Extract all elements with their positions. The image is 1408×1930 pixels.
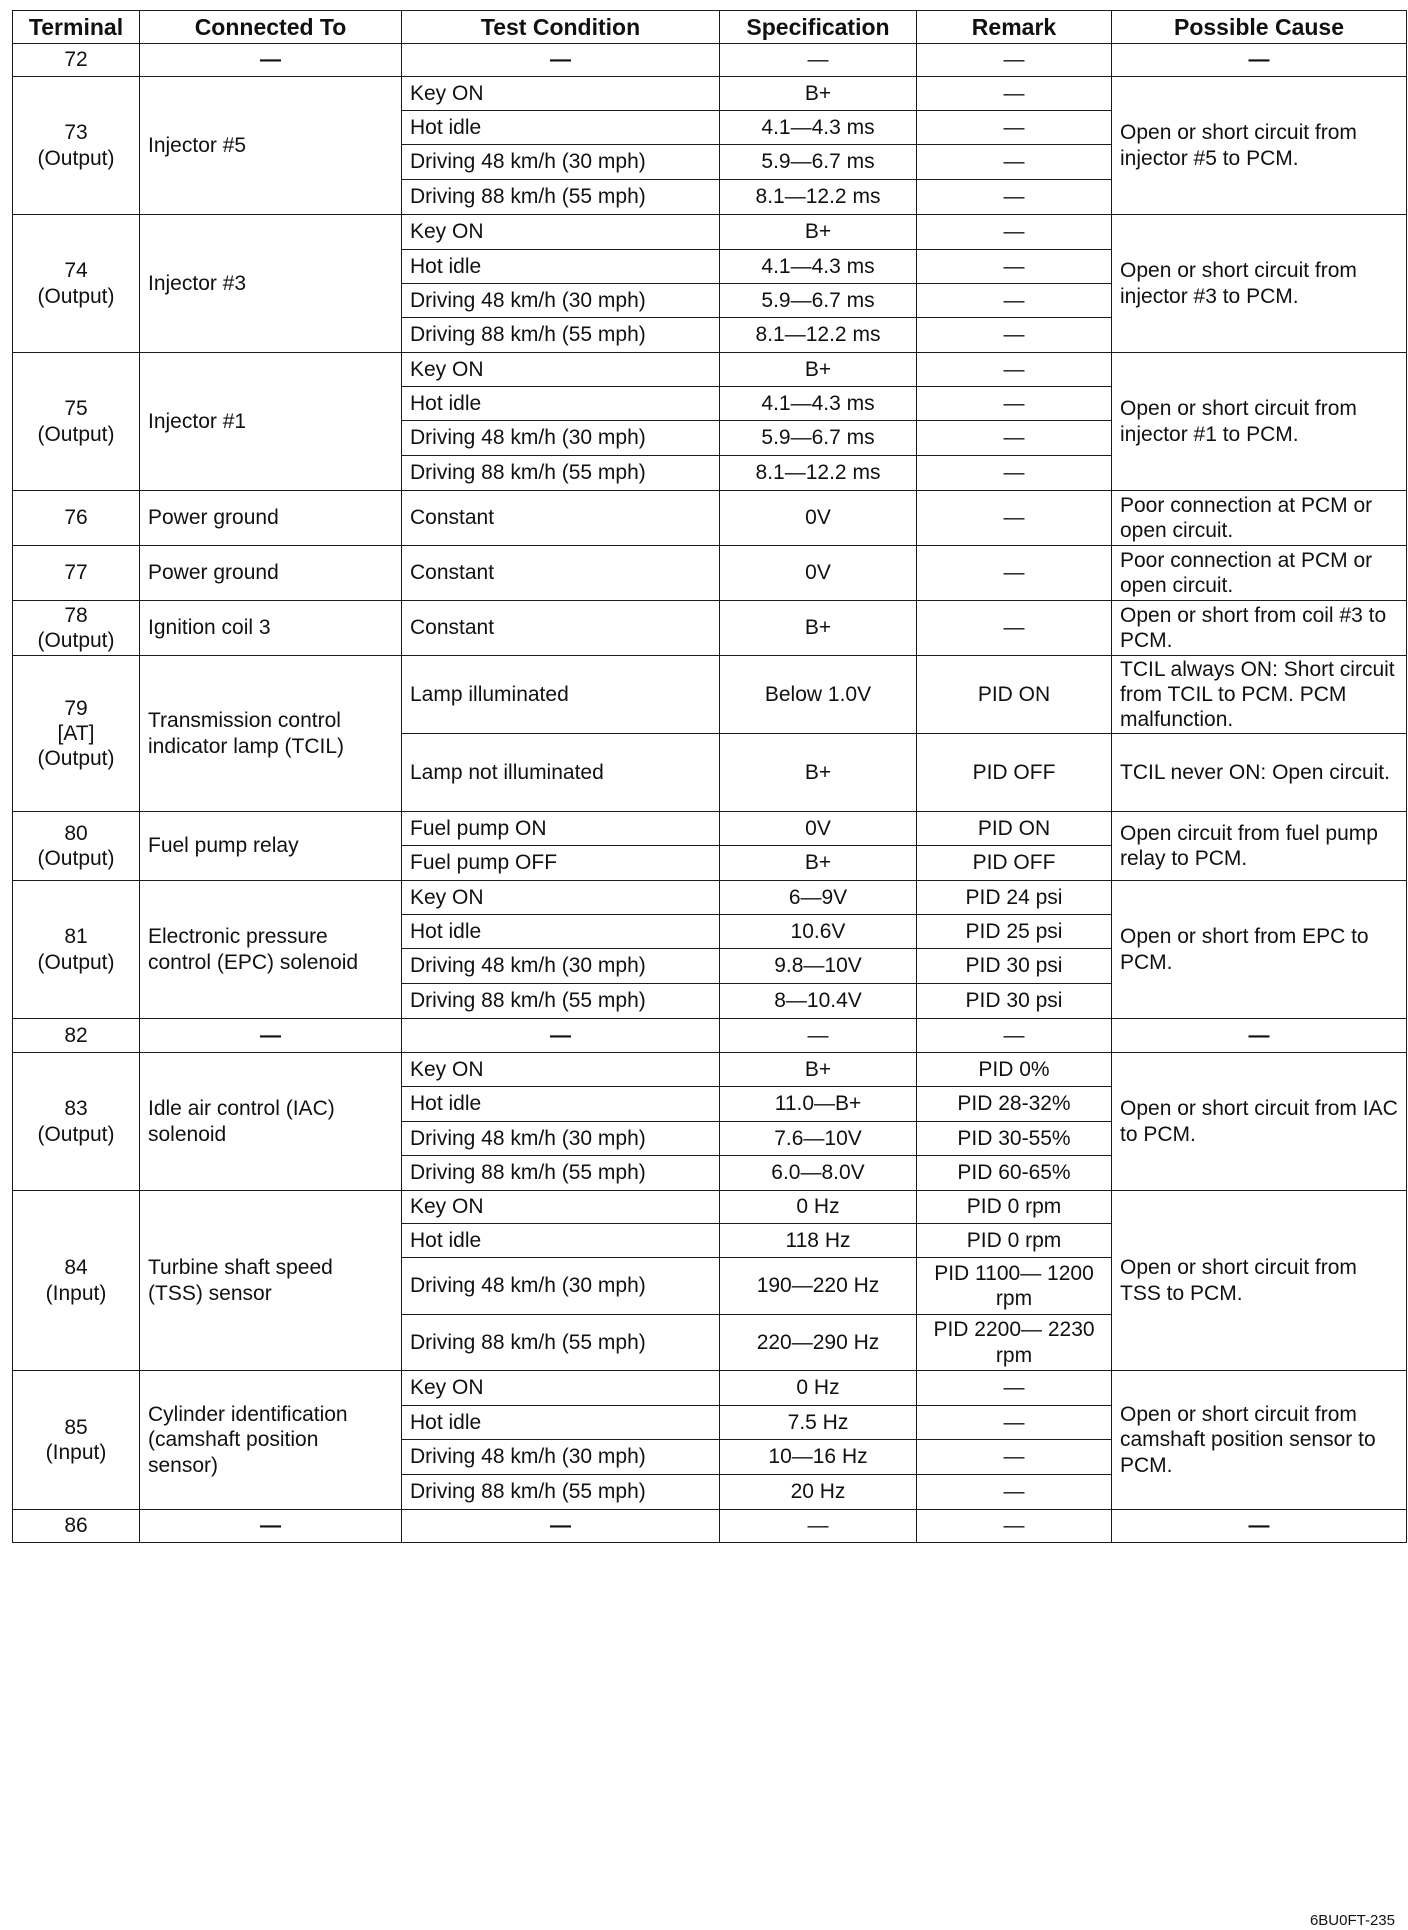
table-body	[13, 44, 1407, 1543]
test-condition-cell: Key ON	[402, 353, 720, 387]
test-condition-cell: —	[402, 44, 720, 77]
terminal-text: 83	[64, 1097, 88, 1121]
specification-cell: 118 Hz	[720, 1224, 917, 1258]
remark-cell: PID OFF	[917, 734, 1112, 812]
specification-cell: B+	[720, 846, 917, 881]
test-condition-cell: Driving 88 km/h (55 mph)	[402, 1315, 720, 1371]
remark-cell: —	[917, 1475, 1112, 1510]
remark-cell: PID 0%	[917, 1053, 1112, 1087]
table-row	[13, 1191, 1407, 1224]
terminal-text: (Output)	[37, 747, 115, 771]
test-condition-cell: Hot idle	[402, 915, 720, 949]
test-condition-cell: Hot idle	[402, 1406, 720, 1440]
terminal-text: 75	[64, 397, 88, 421]
remark-cell: —	[917, 250, 1112, 284]
terminal-text: (Output)	[37, 950, 115, 974]
remark-cell: PID 28-32%	[917, 1087, 1112, 1122]
test-condition-cell: Driving 88 km/h (55 mph)	[402, 1156, 720, 1191]
terminal-text: (Output)	[37, 284, 115, 308]
test-condition-cell: Driving 48 km/h (30 mph)	[402, 949, 720, 984]
table-row	[13, 491, 1407, 546]
test-condition-cell: Key ON	[402, 1371, 720, 1406]
specification-cell: 11.0—B+	[720, 1087, 917, 1122]
specification-cell: —	[720, 1019, 917, 1053]
specification-cell: B+	[720, 734, 917, 812]
remark-cell: —	[917, 456, 1112, 491]
specification-cell: 4.1—4.3 ms	[720, 387, 917, 421]
possible-cause-cell: —	[1112, 1510, 1407, 1543]
remark-cell: —	[917, 180, 1112, 215]
terminal-text: 78	[64, 603, 88, 627]
test-condition-cell: Lamp not illuminated	[402, 734, 720, 812]
terminal-text: (Input)	[45, 1281, 107, 1305]
test-condition-cell: Driving 88 km/h (55 mph)	[402, 1475, 720, 1510]
terminal-text: 79	[64, 696, 88, 720]
connected-to-cell: Injector #3	[140, 215, 402, 353]
header-connected-to: Connected To	[140, 11, 402, 44]
terminal-text: 85	[64, 1415, 88, 1439]
connected-to-cell: Power ground	[140, 546, 402, 601]
table-row	[13, 1371, 1407, 1406]
table-row	[13, 546, 1407, 601]
terminal-cell	[13, 77, 140, 215]
remark-cell: —	[917, 1406, 1112, 1440]
specification-cell: 5.9—6.7 ms	[720, 421, 917, 456]
specification-cell: 4.1—4.3 ms	[720, 111, 917, 145]
terminal-text: (Output)	[37, 422, 115, 446]
specification-cell: 8.1—12.2 ms	[720, 318, 917, 353]
connected-to-cell: —	[140, 1510, 402, 1543]
terminal-cell	[13, 1191, 140, 1371]
terminal-text: 84	[64, 1256, 88, 1280]
remark-cell: —	[917, 1510, 1112, 1543]
test-condition-cell: Driving 48 km/h (30 mph)	[402, 284, 720, 318]
terminal-text: 73	[64, 121, 88, 145]
specification-cell: B+	[720, 1053, 917, 1087]
test-condition-cell: Key ON	[402, 215, 720, 250]
remark-cell: —	[917, 1019, 1112, 1053]
specification-cell: 10—16 Hz	[720, 1440, 917, 1475]
possible-cause-cell: Open or short circuit from injector #5 to PCM.	[1112, 77, 1407, 215]
remark-cell: PID 30-55%	[917, 1122, 1112, 1156]
specification-cell: B+	[720, 353, 917, 387]
specification-cell: 8.1—12.2 ms	[720, 180, 917, 215]
test-condition-cell: Constant	[402, 491, 720, 546]
terminal-text: (Output)	[37, 629, 115, 652]
connected-to-cell: Power ground	[140, 491, 402, 546]
terminal-text: (Input)	[45, 1441, 107, 1464]
remark-cell: —	[917, 491, 1112, 546]
table-row	[13, 881, 1407, 915]
terminal-text: 76	[64, 506, 88, 530]
test-condition-cell: Key ON	[402, 77, 720, 111]
terminal-cell	[13, 546, 140, 601]
header-possible-cause: Possible Cause	[1112, 11, 1407, 44]
remark-cell: —	[917, 77, 1112, 111]
test-condition-cell: Constant	[402, 546, 720, 601]
terminal-cell	[13, 1371, 140, 1510]
possible-cause-cell: Open or short circuit from injector #3 to PCM.	[1112, 215, 1407, 353]
connected-to-cell: Injector #5	[140, 77, 402, 215]
connected-to-cell: Ignition coil 3	[140, 601, 402, 656]
header-test-condition: Test Condition	[402, 11, 720, 44]
remark-cell: —	[917, 1371, 1112, 1406]
specification-cell: B+	[720, 77, 917, 111]
table-row	[13, 1510, 1407, 1543]
remark-cell: PID 24 psi	[917, 881, 1112, 915]
test-condition-cell: Hot idle	[402, 1224, 720, 1258]
remark-cell: —	[917, 44, 1112, 77]
specification-cell: 0 Hz	[720, 1191, 917, 1224]
possible-cause-cell: Poor connection at PCM or open circuit.	[1112, 491, 1407, 546]
remark-cell: PID 0 rpm	[917, 1224, 1112, 1258]
specification-cell: 6—9V	[720, 881, 917, 915]
table-row	[13, 812, 1407, 846]
connected-to-cell: —	[140, 1019, 402, 1053]
specification-cell: 0V	[720, 812, 917, 846]
terminal-cell	[13, 353, 140, 491]
table-row	[13, 601, 1407, 656]
remark-cell: —	[917, 421, 1112, 456]
specification-cell: B+	[720, 601, 917, 656]
test-condition-cell: Key ON	[402, 1191, 720, 1224]
remark-cell: PID OFF	[917, 846, 1112, 881]
test-condition-cell: Hot idle	[402, 1087, 720, 1122]
test-condition-cell: Fuel pump OFF	[402, 846, 720, 881]
specification-cell: 5.9—6.7 ms	[720, 284, 917, 318]
test-condition-cell: Hot idle	[402, 250, 720, 284]
possible-cause-cell: Poor connection at PCM or open circuit.	[1112, 546, 1407, 601]
remark-cell: —	[917, 215, 1112, 250]
table-row	[13, 44, 1407, 77]
possible-cause-cell: —	[1112, 44, 1407, 77]
connected-to-cell: Idle air control (IAC) solenoid	[140, 1053, 402, 1191]
test-condition-cell: Hot idle	[402, 387, 720, 421]
specification-cell: 220—290 Hz	[720, 1315, 917, 1371]
terminal-text: 74	[64, 259, 88, 283]
remark-cell: PID 30 psi	[917, 984, 1112, 1019]
specification-cell: 0V	[720, 491, 917, 546]
test-condition-cell: —	[402, 1510, 720, 1543]
test-condition-cell: Driving 88 km/h (55 mph)	[402, 456, 720, 491]
table-row	[13, 353, 1407, 387]
figure-id: 6BU0FT-235	[1309, 1912, 1395, 1929]
remark-cell: —	[917, 601, 1112, 656]
terminal-cell	[13, 491, 140, 546]
test-condition-cell: Driving 88 km/h (55 mph)	[402, 984, 720, 1019]
specification-cell: 6.0—8.0V	[720, 1156, 917, 1191]
remark-cell: —	[917, 353, 1112, 387]
remark-cell: PID ON	[917, 812, 1112, 846]
terminal-cell	[13, 215, 140, 353]
header-row	[13, 11, 1407, 44]
terminal-cell	[13, 601, 140, 656]
terminal-text: 86	[64, 1514, 88, 1538]
specification-cell: B+	[720, 215, 917, 250]
remark-cell: —	[917, 546, 1112, 601]
specification-cell: 0V	[720, 546, 917, 601]
terminal-cell	[13, 1019, 140, 1053]
specification-cell: 8.1—12.2 ms	[720, 456, 917, 491]
table-row	[13, 1053, 1407, 1087]
terminal-text: 80	[64, 821, 88, 845]
terminal-text: [AT]	[57, 721, 95, 745]
specification-cell: 5.9—6.7 ms	[720, 145, 917, 180]
pcm-terminal-table	[12, 10, 1407, 1543]
specification-cell: 4.1—4.3 ms	[720, 250, 917, 284]
possible-cause-cell: TCIL never ON: Open circuit.	[1112, 734, 1407, 812]
specification-cell: 9.8—10V	[720, 949, 917, 984]
terminal-text: 72	[64, 48, 88, 72]
remark-cell: PID 0 rpm	[917, 1191, 1112, 1224]
connected-to-cell: —	[140, 44, 402, 77]
terminal-cell	[13, 656, 140, 812]
possible-cause-cell: Open or short circuit from TSS to PCM.	[1112, 1191, 1407, 1371]
terminal-text: 77	[64, 561, 88, 585]
terminal-cell	[13, 812, 140, 881]
test-condition-cell: —	[402, 1019, 720, 1053]
remark-cell: —	[917, 284, 1112, 318]
possible-cause-cell: Open or short circuit from camshaft position sensor to PCM.	[1112, 1371, 1407, 1510]
header-remark: Remark	[917, 11, 1112, 44]
remark-cell: —	[917, 145, 1112, 180]
terminal-cell	[13, 1510, 140, 1543]
terminal-cell	[13, 44, 140, 77]
connected-to-cell: Turbine shaft speed (TSS) sensor	[140, 1191, 402, 1371]
remark-cell: PID 1100— 1200 rpm	[917, 1258, 1112, 1315]
possible-cause-cell: Open circuit from fuel pump relay to PCM.	[1112, 812, 1407, 881]
table-row	[13, 1019, 1407, 1053]
possible-cause-cell: Open or short circuit from IAC to PCM.	[1112, 1053, 1407, 1191]
specification-cell: 20 Hz	[720, 1475, 917, 1510]
possible-cause-cell: Open or short circuit from injector #1 to PCM.	[1112, 353, 1407, 491]
test-condition-cell: Constant	[402, 601, 720, 656]
remark-cell: —	[917, 111, 1112, 145]
test-condition-cell: Driving 48 km/h (30 mph)	[402, 421, 720, 456]
specification-cell: Below 1.0V	[720, 656, 917, 734]
specification-cell: —	[720, 1510, 917, 1543]
document-page	[12, 10, 1407, 1929]
remark-cell: PID 2200— 2230 rpm	[917, 1315, 1112, 1371]
remark-cell: PID ON	[917, 656, 1112, 734]
specification-cell: 0 Hz	[720, 1371, 917, 1406]
test-condition-cell: Key ON	[402, 881, 720, 915]
specification-cell: 10.6V	[720, 915, 917, 949]
table-row	[13, 77, 1407, 111]
terminal-text: 82	[64, 1023, 88, 1047]
connected-to-cell: Cylinder identification (camshaft position sensor)	[140, 1371, 402, 1510]
test-condition-cell: Driving 48 km/h (30 mph)	[402, 1258, 720, 1315]
test-condition-cell: Driving 48 km/h (30 mph)	[402, 145, 720, 180]
specification-cell: 190—220 Hz	[720, 1258, 917, 1315]
test-condition-cell: Lamp illuminated	[402, 656, 720, 734]
header-terminal: Terminal	[13, 11, 140, 44]
test-condition-cell: Key ON	[402, 1053, 720, 1087]
test-condition-cell: Driving 88 km/h (55 mph)	[402, 318, 720, 353]
possible-cause-cell: —	[1112, 1019, 1407, 1053]
terminal-text: (Output)	[37, 847, 115, 870]
connected-to-cell: Electronic pressure control (EPC) solenoid	[140, 881, 402, 1019]
specification-cell: 8—10.4V	[720, 984, 917, 1019]
terminal-text: (Output)	[37, 1122, 115, 1146]
possible-cause-cell: Open or short from EPC to PCM.	[1112, 881, 1407, 1019]
header-specification: Specification	[720, 11, 917, 44]
terminal-text: 81	[64, 925, 88, 949]
specification-cell: —	[720, 44, 917, 77]
test-condition-cell: Driving 88 km/h (55 mph)	[402, 180, 720, 215]
test-condition-cell: Hot idle	[402, 111, 720, 145]
specification-cell: 7.6—10V	[720, 1122, 917, 1156]
remark-cell: PID 25 psi	[917, 915, 1112, 949]
table-row	[13, 215, 1407, 250]
specification-cell: 7.5 Hz	[720, 1406, 917, 1440]
terminal-cell	[13, 881, 140, 1019]
remark-cell: PID 30 psi	[917, 949, 1112, 984]
test-condition-cell: Driving 48 km/h (30 mph)	[402, 1122, 720, 1156]
connected-to-cell: Fuel pump relay	[140, 812, 402, 881]
test-condition-cell: Driving 48 km/h (30 mph)	[402, 1440, 720, 1475]
terminal-cell	[13, 1053, 140, 1191]
test-condition-cell: Fuel pump ON	[402, 812, 720, 846]
connected-to-cell: Transmission control indicator lamp (TCIL)	[140, 656, 402, 812]
remark-cell: —	[917, 318, 1112, 353]
remark-cell: PID 60-65%	[917, 1156, 1112, 1191]
terminal-text: (Output)	[37, 146, 115, 170]
possible-cause-cell: Open or short from coil #3 to PCM.	[1112, 601, 1407, 656]
remark-cell: —	[917, 1440, 1112, 1475]
remark-cell: —	[917, 387, 1112, 421]
table-row	[13, 656, 1407, 734]
connected-to-cell: Injector #1	[140, 353, 402, 491]
possible-cause-cell: TCIL always ON: Short circuit from TCIL to PCM. PCM malfunction.	[1112, 656, 1407, 734]
